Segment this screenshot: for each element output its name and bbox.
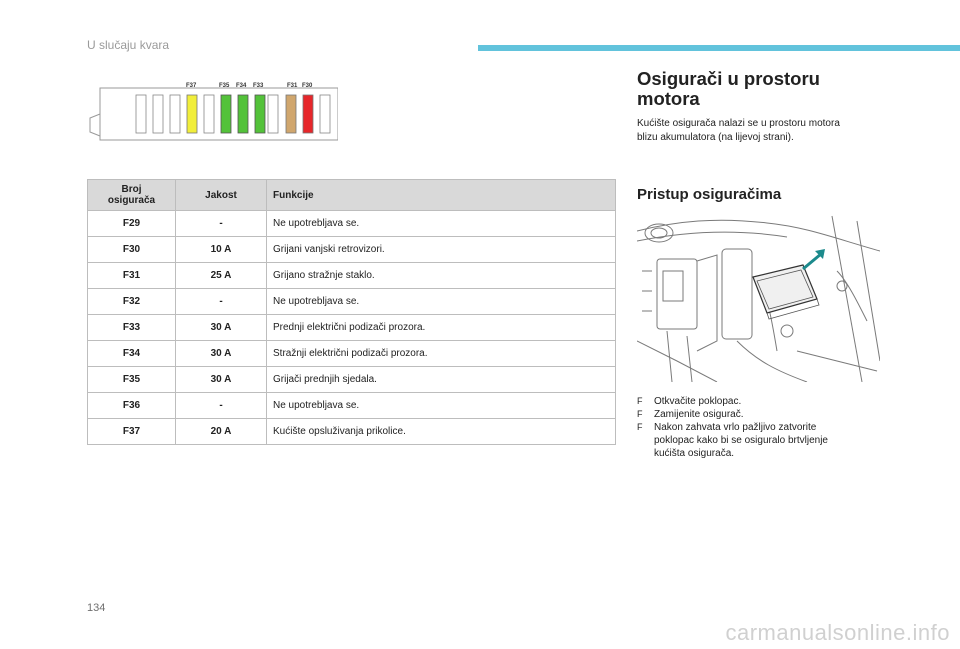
- table-row: [88, 289, 616, 315]
- engine-bay-illustration: [637, 211, 880, 382]
- table-row: [88, 393, 616, 419]
- amperage-cell: 30 A: [176, 315, 267, 341]
- fuse-label-f33: F33: [253, 83, 264, 89]
- fuse-number-cell: F30: [88, 237, 176, 263]
- fuse-number-cell: F37: [88, 419, 176, 445]
- function-cell: Grijani vanjski retrovizori.: [267, 237, 616, 263]
- amperage-cell: -: [176, 211, 267, 237]
- table-row: [88, 367, 616, 393]
- fuse-number-cell: F29: [88, 211, 176, 237]
- function-cell: Prednji električni podizači prozora.: [267, 315, 616, 341]
- step-item: F Nakon zahvata vrlo pažljivo zatvorite poklopac kako bi se osiguralo brtvljenje kućišta osigurača.: [637, 422, 828, 459]
- amperage-cell: -: [176, 289, 267, 315]
- function-cell: Grijano stražnje staklo.: [267, 263, 616, 289]
- section-title: U slučaju kvara: [87, 38, 170, 52]
- fuse-f34: [238, 95, 248, 133]
- amperage-cell: 10 A: [176, 237, 267, 263]
- fuse-label-f31: F31: [287, 83, 298, 89]
- function-cell: Stražnji električni podizači prozora.: [267, 341, 616, 367]
- function-cell: Ne upotrebljava se.: [267, 393, 616, 419]
- table-row: [88, 315, 616, 341]
- fuse-label-f34: F34: [236, 83, 247, 89]
- steps-list: [637, 395, 887, 460]
- fuse-number-cell: F36: [88, 393, 176, 419]
- fuse-box-diagram: [88, 80, 338, 142]
- fuse-f30: [303, 95, 313, 133]
- amperage-cell: 30 A: [176, 367, 267, 393]
- function-cell: Ne upotrebljava se.: [267, 211, 616, 237]
- amperage-cell: -: [176, 393, 267, 419]
- table-row: [88, 263, 616, 289]
- fuse-table: [87, 179, 616, 445]
- fuse-f37: [187, 95, 197, 133]
- column-header-amperage: Jakost: [176, 180, 267, 211]
- page-number: 134: [87, 602, 106, 614]
- fuse-number-cell: F34: [88, 341, 176, 367]
- fuse-number-cell: F31: [88, 263, 176, 289]
- checkbox-bullet-icon: F: [637, 396, 643, 406]
- fuse-number-cell: F32: [88, 289, 176, 315]
- amperage-cell: 25 A: [176, 263, 267, 289]
- fuse-label-f37: F37: [186, 83, 197, 89]
- access-heading: Pristup osiguračima: [637, 186, 782, 203]
- column-header-functions: Funkcije: [267, 180, 616, 211]
- fuse-number-cell: F33: [88, 315, 176, 341]
- header-accent-bar: [478, 45, 960, 51]
- watermark: carmanualsonline.info: [725, 620, 950, 645]
- function-cell: Kućište opsluživanja prikolice.: [267, 419, 616, 445]
- table-row: [88, 237, 616, 263]
- amperage-cell: 30 A: [176, 341, 267, 367]
- table-row: [88, 211, 616, 237]
- fuse-box-drawing: [88, 80, 338, 142]
- table-row: [88, 341, 616, 367]
- step-item: F Zamijenite osigurač.: [637, 409, 744, 420]
- checkbox-bullet-icon: F: [637, 409, 643, 419]
- checkbox-bullet-icon: F: [637, 422, 643, 432]
- intro-text: Kućište osigurača nalazi se u prostoru motora blizu akumulatora (na lijevoj strani).: [637, 118, 840, 143]
- table-row: [88, 419, 616, 445]
- fuse-label-f30: F30: [302, 83, 313, 89]
- step-item: F Otkvačite poklopac.: [637, 396, 742, 407]
- fuse-number-cell: F35: [88, 367, 176, 393]
- fuse-f33: [255, 95, 265, 133]
- function-cell: Ne upotrebljava se.: [267, 289, 616, 315]
- amperage-cell: 20 A: [176, 419, 267, 445]
- function-cell: Grijači prednjih sjedala.: [267, 367, 616, 393]
- fuse-f31: [286, 95, 296, 133]
- column-header-fuse-number: Broj osigurača: [88, 180, 176, 211]
- fuse-label-f35: F35: [219, 83, 230, 89]
- page-title: Osigurači u prostoru motora: [637, 68, 820, 109]
- fuse-f35: [221, 95, 231, 133]
